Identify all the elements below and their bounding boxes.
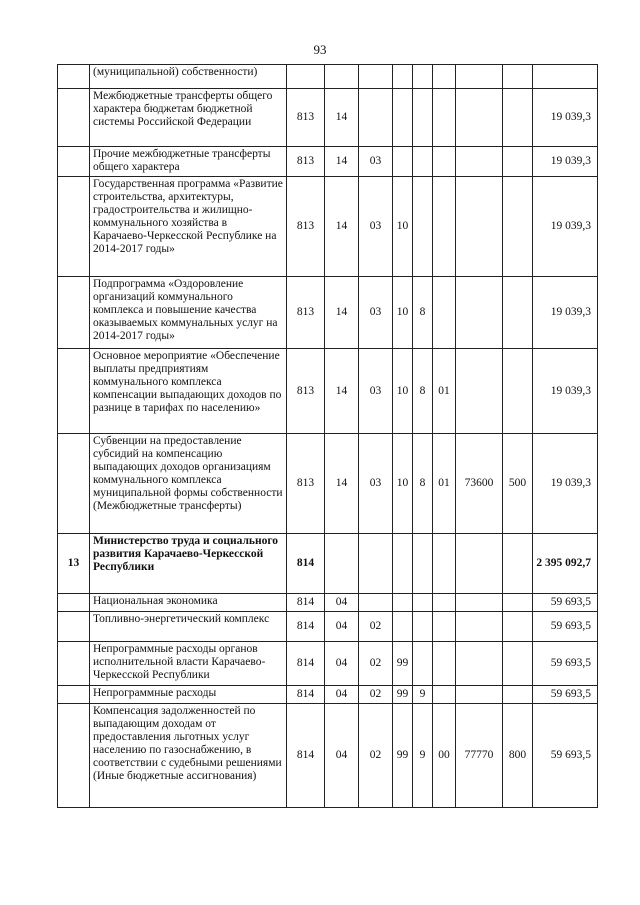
cell-c1 — [393, 594, 413, 612]
cell-rz: 04 — [325, 704, 359, 808]
cell-c4 — [456, 277, 503, 349]
table-row — [58, 177, 598, 277]
cell-ved: 813 — [287, 434, 325, 534]
cell-c1: 99 — [393, 704, 413, 808]
cell-num — [58, 642, 90, 686]
cell-pr: 02 — [359, 704, 393, 808]
cell-name: Субвенции на предоставление субсидий на компенсацию выпадающих доходов организациям коммунального комплекса муниципальной формы собственности (Межбюджетные трансферты) — [90, 434, 287, 534]
cell-c3 — [433, 642, 456, 686]
table-row — [58, 349, 598, 434]
cell-c4 — [456, 642, 503, 686]
cell-c1 — [393, 534, 413, 594]
cell-c1: 10 — [393, 434, 413, 534]
cell-ved: 814 — [287, 686, 325, 704]
cell-num — [58, 65, 90, 89]
cell-rz — [325, 65, 359, 89]
cell-num — [58, 147, 90, 177]
cell-name: Основное мероприятие «Обеспечение выплаты предприятиям коммунального комплекса компенсации выпадающих доходов по разнице в тарифах по населению» — [90, 349, 287, 434]
cell-c3 — [433, 534, 456, 594]
cell-vr — [503, 65, 533, 89]
cell-vr — [503, 89, 533, 147]
cell-c2: 9 — [413, 704, 433, 808]
cell-num — [58, 177, 90, 277]
cell-name: Межбюджетные трансферты общего характера бюджетам бюджетной системы Российской Федерации — [90, 89, 287, 147]
cell-amount: 19 039,3 — [533, 147, 598, 177]
cell-rz: 14 — [325, 349, 359, 434]
cell-pr: 03 — [359, 177, 393, 277]
table-row — [58, 65, 598, 89]
cell-c4 — [456, 89, 503, 147]
cell-rz: 14 — [325, 177, 359, 277]
cell-pr — [359, 594, 393, 612]
cell-rz: 14 — [325, 147, 359, 177]
cell-c2 — [413, 594, 433, 612]
cell-c3 — [433, 177, 456, 277]
cell-c1: 10 — [393, 349, 413, 434]
table-body — [58, 65, 598, 808]
cell-vr: 800 — [503, 704, 533, 808]
cell-c2 — [413, 177, 433, 277]
cell-ved: 814 — [287, 594, 325, 612]
cell-num — [58, 277, 90, 349]
cell-pr — [359, 89, 393, 147]
cell-ved: 813 — [287, 349, 325, 434]
table-row — [58, 642, 598, 686]
cell-c3 — [433, 594, 456, 612]
cell-c2 — [413, 89, 433, 147]
cell-pr: 03 — [359, 147, 393, 177]
cell-c3 — [433, 277, 456, 349]
cell-num — [58, 434, 90, 534]
cell-name: Компенсация задолженностей по выпадающим доходам от предоставления льготных услуг населению по газоснабжению, в соответствии с судебными решениями (Иные бюджетные ассигнования) — [90, 704, 287, 808]
cell-c2: 9 — [413, 686, 433, 704]
table-row — [58, 434, 598, 534]
cell-c1: 10 — [393, 277, 413, 349]
cell-ved: 813 — [287, 177, 325, 277]
cell-vr — [503, 642, 533, 686]
cell-amount: 59 693,5 — [533, 612, 598, 642]
cell-pr: 03 — [359, 349, 393, 434]
cell-c2 — [413, 612, 433, 642]
cell-c2 — [413, 65, 433, 89]
cell-pr: 03 — [359, 277, 393, 349]
cell-vr — [503, 612, 533, 642]
cell-amount: 19 039,3 — [533, 434, 598, 534]
cell-vr — [503, 177, 533, 277]
cell-name: Министерство труда и социального развития Карачаево-Черкесской Республики — [90, 534, 287, 594]
cell-vr — [503, 534, 533, 594]
cell-ved: 813 — [287, 89, 325, 147]
cell-c3 — [433, 89, 456, 147]
cell-num — [58, 704, 90, 808]
cell-rz: 04 — [325, 612, 359, 642]
cell-name: (муниципальной) собственности) — [90, 65, 287, 89]
cell-name: Топливно-энергетический комплекс — [90, 612, 287, 642]
cell-c2 — [413, 642, 433, 686]
budget-table — [57, 64, 598, 808]
cell-c1: 99 — [393, 686, 413, 704]
cell-pr — [359, 65, 393, 89]
cell-rz: 04 — [325, 686, 359, 704]
table-row — [58, 704, 598, 808]
cell-c1 — [393, 65, 413, 89]
cell-c4 — [456, 147, 503, 177]
cell-vr — [503, 349, 533, 434]
cell-amount: 19 039,3 — [533, 177, 598, 277]
cell-rz: 04 — [325, 594, 359, 612]
cell-c4 — [456, 594, 503, 612]
cell-name: Государственная программа «Развитие строительства, архитектуры, градостроительства и жилищно-коммунального хозяйства в Карачаево-Черкесской Республике на 2014-2017 годы» — [90, 177, 287, 277]
cell-c4 — [456, 65, 503, 89]
cell-c4 — [456, 349, 503, 434]
cell-c4 — [456, 177, 503, 277]
cell-vr — [503, 686, 533, 704]
cell-amount: 59 693,5 — [533, 642, 598, 686]
cell-c2: 8 — [413, 434, 433, 534]
cell-name: Непрограммные расходы органов исполнительной власти Карачаево-Черкесской Республики — [90, 642, 287, 686]
cell-c3: 00 — [433, 704, 456, 808]
cell-c3 — [433, 147, 456, 177]
cell-c3 — [433, 612, 456, 642]
cell-c4 — [456, 534, 503, 594]
cell-ved: 813 — [287, 277, 325, 349]
cell-c2 — [413, 147, 433, 177]
cell-c3 — [433, 686, 456, 704]
cell-ved: 814 — [287, 612, 325, 642]
cell-ved: 814 — [287, 642, 325, 686]
cell-num — [58, 686, 90, 704]
table-row — [58, 147, 598, 177]
cell-pr: 02 — [359, 642, 393, 686]
cell-c2: 8 — [413, 277, 433, 349]
cell-amount: 2 395 092,7 — [533, 534, 598, 594]
cell-num — [58, 612, 90, 642]
cell-vr — [503, 147, 533, 177]
page-number: 93 — [313, 42, 327, 57]
cell-num — [58, 594, 90, 612]
cell-c2 — [413, 534, 433, 594]
cell-c4: 77770 — [456, 704, 503, 808]
cell-name: Прочие межбюджетные трансферты общего характера — [90, 147, 287, 177]
cell-c4: 73600 — [456, 434, 503, 534]
table-row — [58, 277, 598, 349]
table-row — [58, 89, 598, 147]
cell-c4 — [456, 612, 503, 642]
cell-num — [58, 89, 90, 147]
cell-c3: 01 — [433, 349, 456, 434]
cell-ved — [287, 65, 325, 89]
cell-ved: 814 — [287, 704, 325, 808]
table-row — [58, 686, 598, 704]
cell-amount: 19 039,3 — [533, 277, 598, 349]
cell-ved: 813 — [287, 147, 325, 177]
cell-amount: 19 039,3 — [533, 349, 598, 434]
table-row — [58, 612, 598, 642]
table-row — [58, 594, 598, 612]
cell-amount: 59 693,5 — [533, 704, 598, 808]
cell-name: Национальная экономика — [90, 594, 287, 612]
cell-rz: 14 — [325, 277, 359, 349]
cell-c1: 10 — [393, 177, 413, 277]
cell-vr — [503, 277, 533, 349]
cell-c1 — [393, 612, 413, 642]
cell-ved: 814 — [287, 534, 325, 594]
cell-name: Непрограммные расходы — [90, 686, 287, 704]
cell-pr: 02 — [359, 612, 393, 642]
cell-rz: 04 — [325, 642, 359, 686]
cell-rz: 14 — [325, 434, 359, 534]
cell-pr: 02 — [359, 686, 393, 704]
cell-vr — [503, 594, 533, 612]
cell-c3: 01 — [433, 434, 456, 534]
cell-amount — [533, 65, 598, 89]
cell-num — [58, 349, 90, 434]
cell-c1 — [393, 89, 413, 147]
cell-c2: 8 — [413, 349, 433, 434]
cell-pr — [359, 534, 393, 594]
cell-amount: 59 693,5 — [533, 594, 598, 612]
cell-c3 — [433, 65, 456, 89]
cell-amount: 19 039,3 — [533, 89, 598, 147]
cell-amount: 59 693,5 — [533, 686, 598, 704]
cell-rz — [325, 534, 359, 594]
cell-c1: 99 — [393, 642, 413, 686]
cell-name: Подпрограмма «Оздоровление организаций коммунального комплекса и повышение качества оказываемых коммунальных услуг на 2014-2017 годы» — [90, 277, 287, 349]
cell-vr: 500 — [503, 434, 533, 534]
cell-num: 13 — [58, 534, 90, 594]
cell-rz: 14 — [325, 89, 359, 147]
cell-c1 — [393, 147, 413, 177]
cell-pr: 03 — [359, 434, 393, 534]
table-row — [58, 534, 598, 594]
cell-c4 — [456, 686, 503, 704]
